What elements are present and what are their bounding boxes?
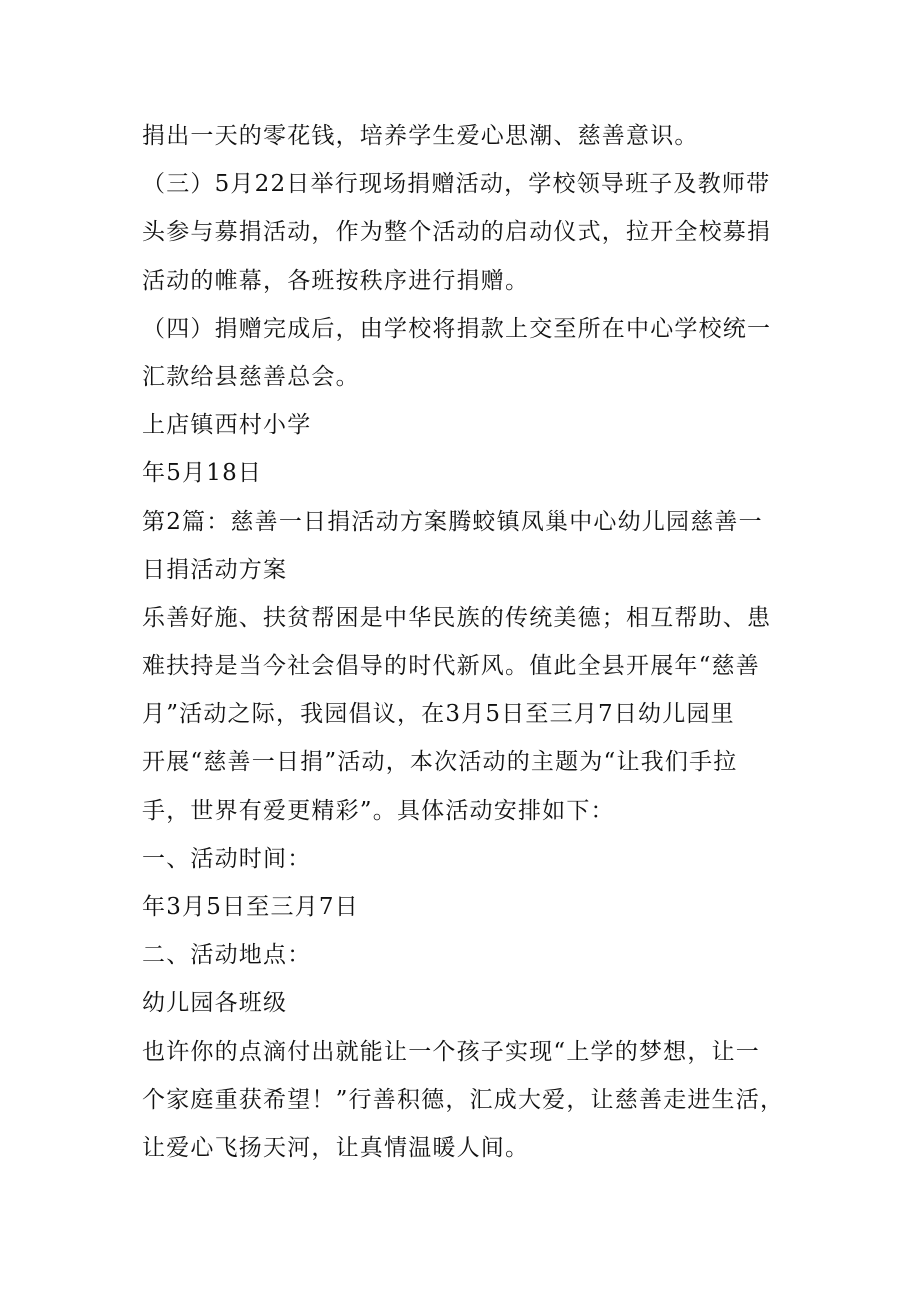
item-value-location: 幼儿园各班级	[142, 990, 288, 1017]
text-line: 头参与募捐活动，作为整个活动的启动仪式，拉开全校募捐	[142, 219, 772, 246]
item-value-time: 年3月5日至三月7日	[142, 894, 359, 920]
text-line: 开展“慈善一日捐”活动，本次活动的主题为“让我们手拉	[142, 749, 738, 776]
text-line: 让爱心飞扬天河，让真情温暖人间。	[142, 1134, 530, 1161]
text-line: 捐出一天的零花钱，培养学生爱心思潮、慈善意识。	[142, 123, 699, 149]
text-line: 手，世界有爱更精彩”。具体活动安排如下：	[142, 797, 615, 824]
text-line: 乐善好施、扶贫帮困是中华民族的传统美德；相互帮助、患	[142, 604, 772, 631]
text-line: （四）捐赠完成后，由学校将捐款上交至所在中心学校统一	[142, 315, 772, 342]
section-heading: 第2篇：慈善一日捐活动方案腾蛟镇凤巢中心幼儿园慈善一	[142, 508, 763, 535]
item-heading-location: 二、活动地点：	[142, 942, 312, 969]
text-line: 月”活动之际，我园倡议，在3月5日至三月7日幼儿园里	[142, 701, 735, 728]
text-line: 活动的帷幕，各班按秩序进行捐赠。	[142, 267, 530, 294]
document-body	[142, 112, 792, 1172]
item-heading-time: 一、活动时间：	[142, 845, 312, 872]
text-line: （三）5月22日举行现场捐赠活动，学校领导班子及教师带	[142, 171, 771, 198]
text-line: 难扶持是当今社会倡导的时代新风。值此全县开展年“慈善	[142, 653, 760, 680]
text-line: 个家庭重获希望！”行善积德，汇成大爱，让慈善走进生活，	[142, 1086, 785, 1113]
signature-school: 上店镇西村小学	[142, 412, 312, 439]
text-line: 汇款给县慈善总会。	[142, 363, 360, 390]
signature-date: 年5月18日	[142, 460, 263, 487]
section-heading-cont: 日捐活动方案	[142, 556, 288, 583]
text-line: 也许你的点滴付出就能让一个孩子实现“上学的梦想，让一	[142, 1038, 760, 1065]
